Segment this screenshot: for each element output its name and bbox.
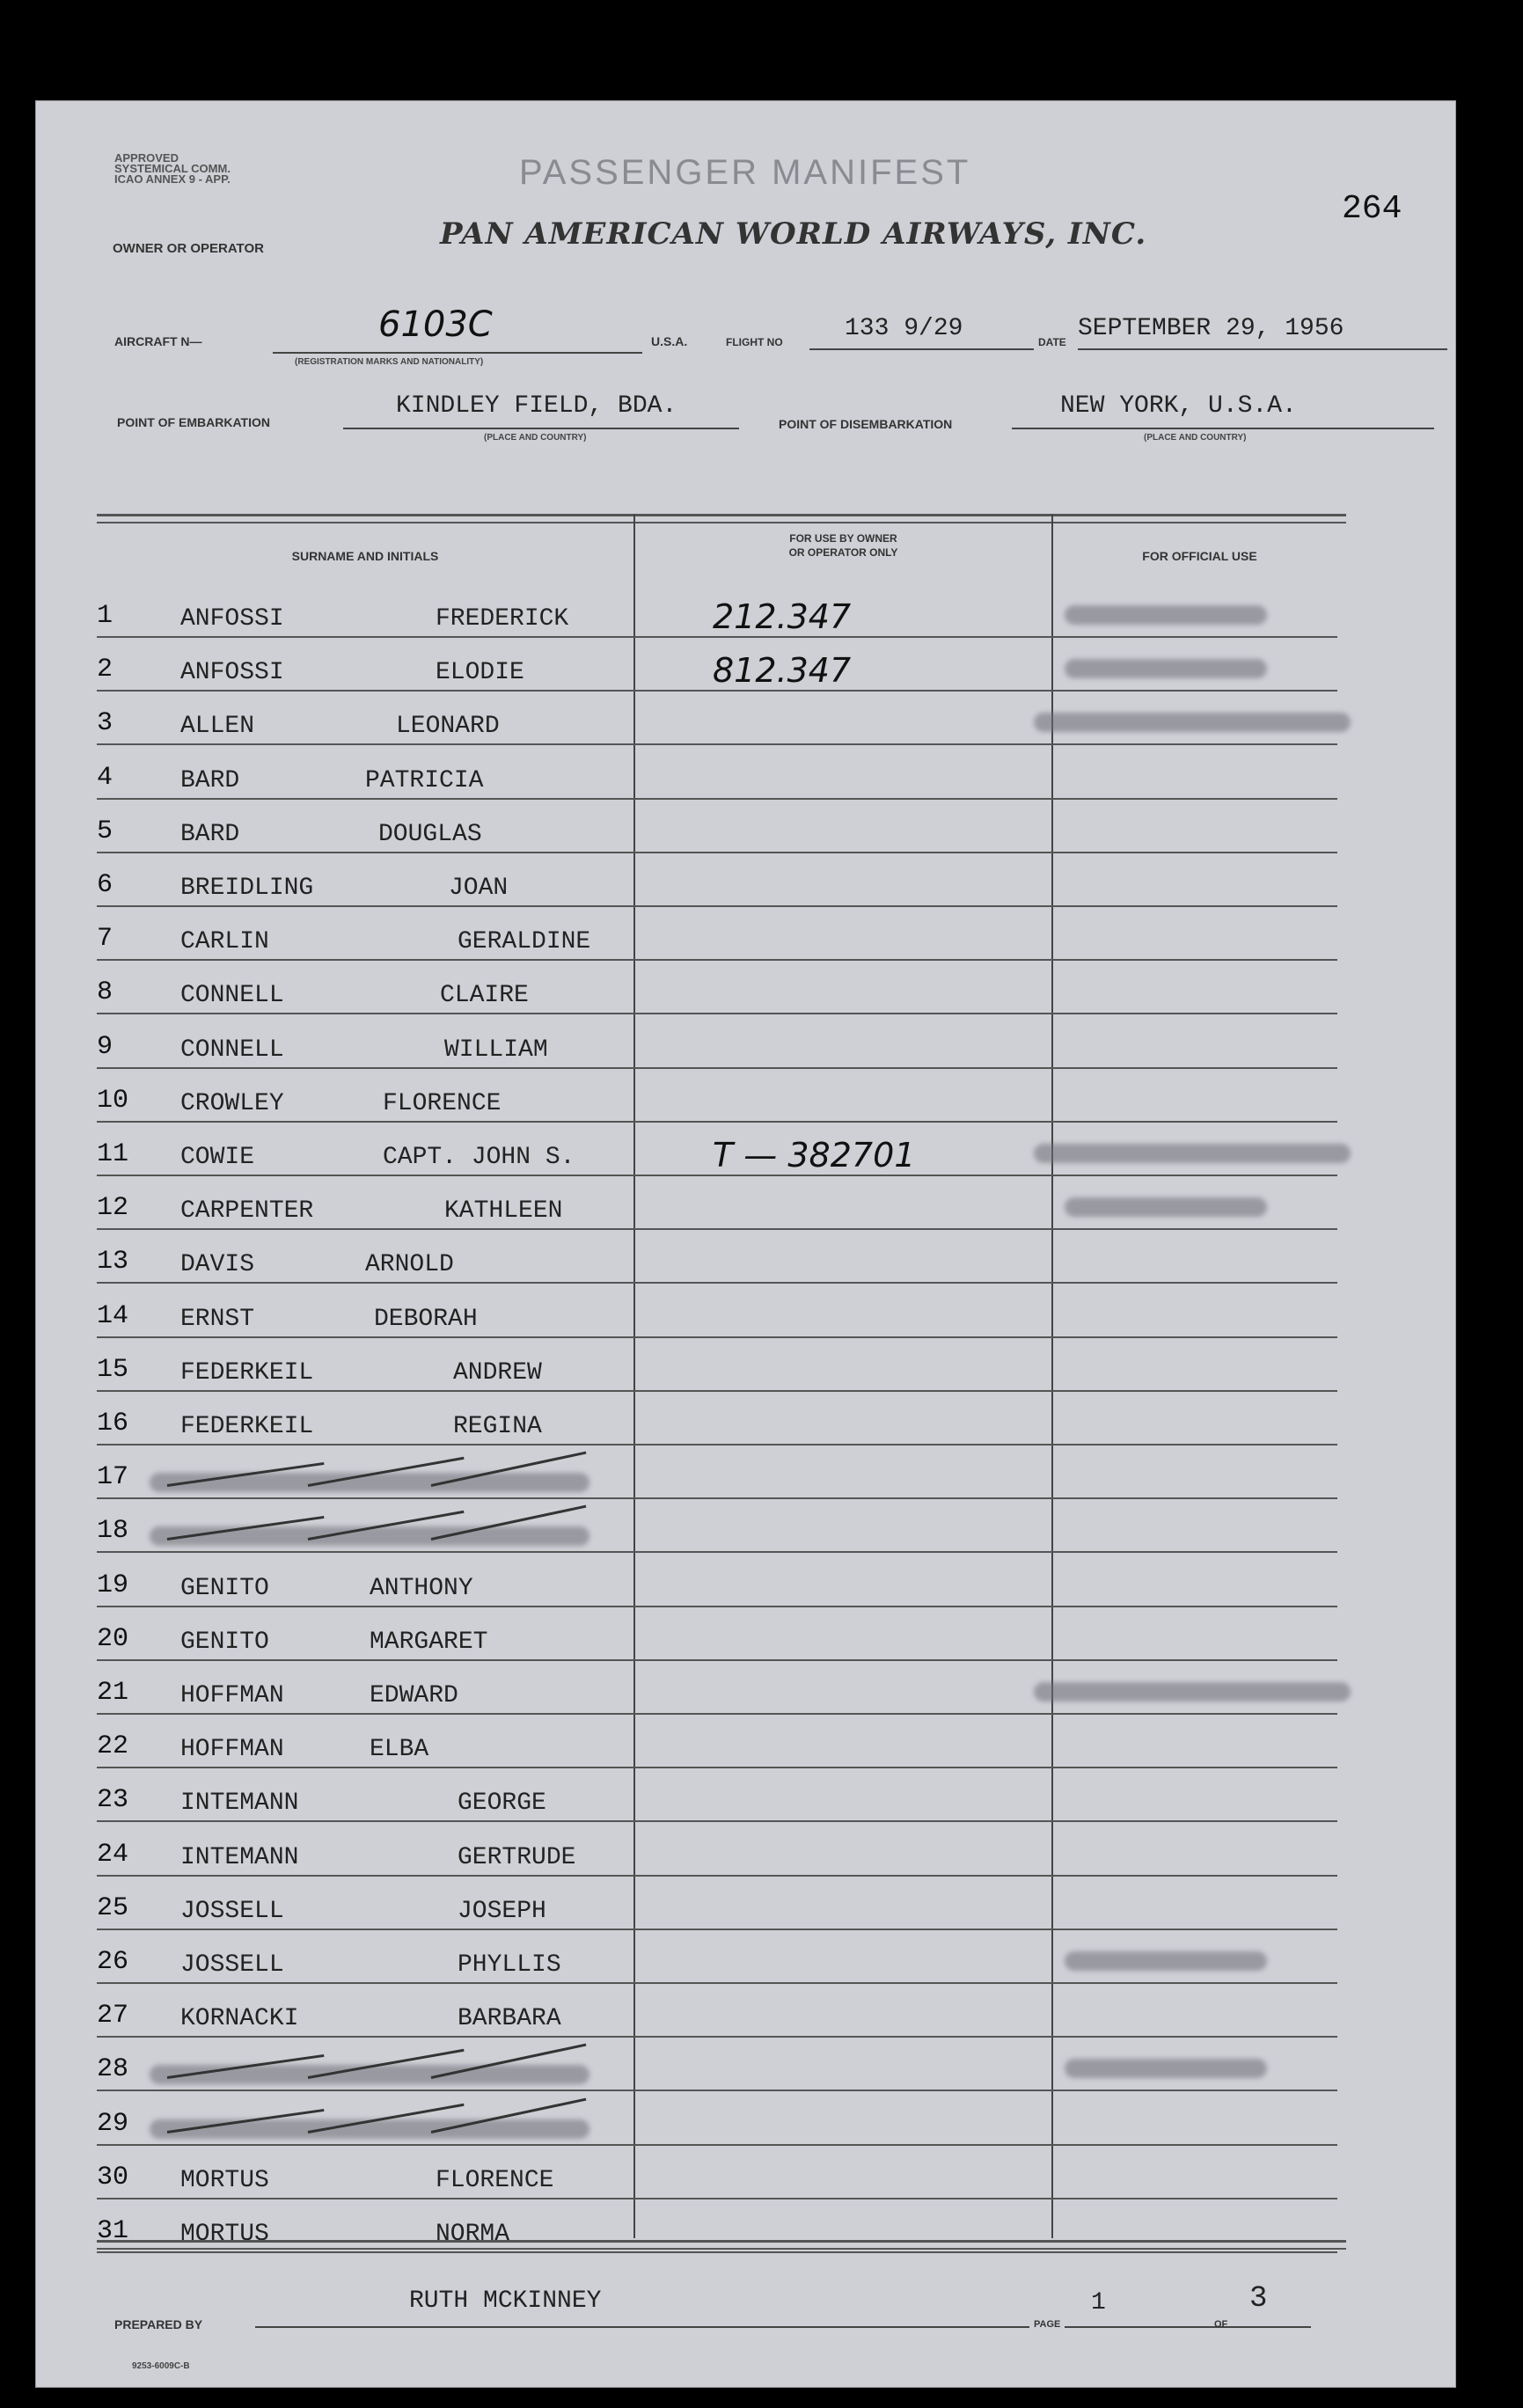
passenger-given-name: JOSEPH: [458, 1897, 546, 1925]
passenger-given-name: REGINA: [453, 1413, 542, 1440]
passenger-surname: FEDERKEIL: [180, 1358, 314, 1387]
of-underline: [1241, 2326, 1311, 2328]
row-number: 17: [97, 1462, 129, 1493]
passenger-surname: CONNELL: [180, 982, 284, 1010]
passenger-surname: JOSSELL: [180, 1951, 284, 1979]
passenger-given-name: KATHLEEN: [444, 1197, 563, 1226]
table-row: [97, 2092, 1346, 2146]
table-row: [97, 907, 1346, 961]
col-header-owner-line1: FOR USE BY OWNER: [789, 532, 897, 545]
table-row: [97, 1715, 1346, 1768]
of-label: OF: [1214, 2319, 1228, 2330]
table-row: [97, 1069, 1346, 1123]
table-row: [97, 1446, 1346, 1499]
passenger-given-name: FLORENCE: [383, 1089, 502, 1117]
row-number: 5: [97, 816, 113, 846]
passenger-given-name: MARGARET: [370, 1628, 488, 1656]
passenger-surname: GENITO: [180, 1574, 269, 1602]
row-rule: [97, 2251, 1337, 2253]
passenger-given-name: BARBARA: [458, 2005, 561, 2033]
passenger-given-name: DEBORAH: [374, 1305, 478, 1333]
table-row: [97, 1285, 1346, 1338]
passenger-given-name: ELBA: [370, 1736, 429, 1764]
embark-sub: (PLACE AND COUNTRY): [484, 433, 587, 443]
disembark-sub: (PLACE AND COUNTRY): [1144, 433, 1247, 443]
row-number: 22: [97, 1731, 129, 1762]
row-number: 15: [97, 1354, 129, 1385]
passenger-given-name: GEORGE: [458, 1790, 546, 1818]
official-use-smudge: [1034, 1144, 1351, 1163]
embark-underline: [343, 428, 739, 429]
row-number: 8: [97, 977, 113, 1008]
col-header-name: SURNAME AND INITIALS: [291, 549, 439, 563]
passenger-given-name: CLAIRE: [440, 982, 529, 1010]
passenger-surname: CARLIN: [180, 928, 269, 956]
passenger-surname: ANFOSSI: [180, 659, 284, 687]
passenger-given-name: PHYLLIS: [458, 1951, 561, 1979]
approval-line-2: SYSTEMICAL COMM.: [114, 162, 231, 175]
embark-value: KINDLEY FIELD, BDA.: [396, 392, 677, 420]
table-row: [97, 1823, 1346, 1877]
row-number: 14: [97, 1300, 129, 1331]
passenger-given-name: GERALDINE: [458, 928, 591, 956]
table-row: [97, 1015, 1346, 1069]
row-number: 13: [97, 1247, 129, 1277]
of-value: 3: [1249, 2282, 1268, 2316]
table-row: [97, 1338, 1346, 1392]
aircraft-underline: [273, 352, 642, 354]
passenger-given-name: JOAN: [449, 875, 509, 902]
row-number: 7: [97, 924, 113, 955]
passenger-table: [97, 514, 1346, 2273]
table-row: [97, 1877, 1346, 1930]
row-number: 23: [97, 1785, 129, 1816]
table-bottom-rule: [97, 2240, 1346, 2250]
aircraft-sub: (REGISTRATION MARKS AND NATIONALITY): [295, 357, 484, 367]
aircraft-label: AIRCRAFT N—: [114, 334, 202, 348]
date-value: SEPTEMBER 29, 1956: [1078, 315, 1344, 342]
table-row: [97, 1607, 1346, 1661]
passenger-given-name: LEONARD: [396, 713, 500, 741]
prepared-by-label: PREPARED BY: [114, 2317, 203, 2331]
row-number: 27: [97, 2001, 129, 2031]
passenger-surname: DAVIS: [180, 1251, 255, 1279]
passenger-surname: KORNACKI: [180, 2005, 299, 2033]
usa-label: U.S.A.: [651, 334, 688, 348]
prepared-underline: [255, 2326, 1029, 2328]
table-row: [97, 2146, 1346, 2199]
passenger-given-name: EDWARD: [370, 1682, 458, 1709]
operator-name: PAN AMERICAN WORLD AIRWAYS, INC.: [440, 216, 1147, 252]
row-number: 21: [97, 1678, 129, 1708]
row-number: 18: [97, 1516, 129, 1547]
passenger-surname: BREIDLING: [180, 875, 314, 902]
passenger-given-name: ANDREW: [453, 1358, 542, 1387]
official-use-smudge: [1065, 605, 1267, 625]
col-header-official: FOR OFFICIAL USE: [1142, 549, 1257, 563]
approval-line-3: ICAO ANNEX 9 - APP.: [114, 172, 231, 186]
passenger-surname: CARPENTER: [180, 1197, 314, 1226]
row-number: 9: [97, 1031, 113, 1062]
table-row: [97, 1984, 1346, 2038]
row-number: 12: [97, 1193, 129, 1224]
table-row: [97, 1230, 1346, 1284]
passenger-surname: CONNELL: [180, 1036, 284, 1064]
row-number: 2: [97, 655, 113, 685]
manifest-page: [35, 100, 1456, 2388]
passenger-given-name: WILLIAM: [444, 1036, 548, 1064]
passenger-surname: BARD: [180, 820, 240, 848]
passenger-surname: GENITO: [180, 1628, 269, 1656]
table-row: [97, 800, 1346, 853]
row-number: 29: [97, 2108, 129, 2139]
table-top-rule: [97, 514, 1346, 523]
passenger-surname: BARD: [180, 766, 240, 794]
operator-code: 812.347: [713, 651, 852, 691]
redaction-smudge: [150, 1526, 589, 1546]
official-use-smudge: [1034, 1682, 1351, 1702]
approval-stamp: [114, 153, 231, 185]
page-value: 1: [1091, 2289, 1106, 2317]
row-number: 19: [97, 1570, 129, 1600]
operator-code: 212.347: [713, 597, 852, 636]
row-number: 28: [97, 2054, 129, 2085]
prepared-by-value: RUTH MCKINNEY: [409, 2287, 602, 2315]
row-number: 30: [97, 2162, 129, 2192]
row-number: 4: [97, 762, 113, 793]
table-row: [97, 1768, 1346, 1822]
col-header-owner-line2: OR OPERATOR ONLY: [788, 546, 898, 559]
table-row: [97, 853, 1346, 907]
table-row: [97, 1392, 1346, 1446]
operator-code: T — 382701: [713, 1136, 916, 1175]
passenger-surname: ERNST: [180, 1305, 255, 1333]
passenger-given-name: GERTRUDE: [458, 1843, 576, 1871]
row-number: 20: [97, 1623, 129, 1654]
embark-label: POINT OF EMBARKATION: [117, 415, 270, 429]
official-use-smudge: [1065, 2059, 1267, 2078]
official-use-smudge: [1065, 1951, 1267, 1971]
disembark-value: NEW YORK, U.S.A.: [1060, 392, 1297, 420]
passenger-surname: JOSSELL: [180, 1897, 284, 1925]
row-number: 10: [97, 1085, 129, 1116]
passenger-surname: ALLEN: [180, 713, 255, 741]
date-label: DATE: [1038, 336, 1066, 348]
row-number: 31: [97, 2216, 129, 2246]
passenger-surname: FEDERKEIL: [180, 1413, 314, 1440]
official-use-smudge: [1065, 1197, 1267, 1217]
official-use-smudge: [1034, 713, 1351, 732]
page-number: 264: [1342, 190, 1402, 228]
row-number: 25: [97, 1892, 129, 1923]
row-number: 1: [97, 601, 113, 631]
row-number: 26: [97, 1947, 129, 1977]
row-number: 3: [97, 708, 113, 739]
date-underline: [1078, 348, 1447, 350]
row-number: 16: [97, 1409, 129, 1438]
disembark-underline: [1012, 428, 1434, 429]
passenger-given-name: CAPT. JOHN S.: [383, 1144, 575, 1171]
flight-value: 133 9/29: [845, 315, 963, 342]
aircraft-value: 6103C: [378, 304, 493, 345]
table-row: [97, 1554, 1346, 1607]
table-row: [97, 961, 1346, 1014]
disembark-label: POINT OF DISEMBARKATION: [779, 417, 953, 431]
flight-underline: [809, 348, 1034, 350]
passenger-given-name: ELODIE: [436, 659, 524, 687]
document-title: PASSENGER MANIFEST: [519, 153, 971, 192]
passenger-given-name: DOUGLAS: [378, 820, 482, 848]
row-number: 11: [97, 1139, 129, 1169]
passenger-surname: MORTUS: [180, 2221, 269, 2248]
col-header-owner: [635, 531, 1051, 560]
approval-line-1: APPROVED: [114, 151, 179, 165]
passenger-surname: INTEMANN: [180, 1843, 299, 1871]
passenger-surname: COWIE: [180, 1144, 255, 1171]
passenger-surname: CROWLEY: [180, 1089, 284, 1117]
passenger-given-name: ANTHONY: [370, 1574, 473, 1602]
owner-label: OWNER OR OPERATOR: [113, 241, 264, 256]
passenger-given-name: FREDERICK: [436, 605, 569, 633]
passenger-surname: ANFOSSI: [180, 605, 284, 633]
passenger-given-name: ARNOLD: [365, 1251, 454, 1279]
table-row: [97, 746, 1346, 800]
passenger-given-name: NORMA: [436, 2221, 510, 2248]
passenger-surname: HOFFMAN: [180, 1682, 284, 1709]
form-number: 9253-6009C-B: [132, 2361, 190, 2371]
flight-label: FLIGHT NO: [726, 336, 783, 348]
row-number: 24: [97, 1839, 129, 1870]
official-use-smudge: [1065, 659, 1267, 678]
passenger-given-name: FLORENCE: [436, 2166, 554, 2194]
row-number: 6: [97, 870, 113, 900]
passenger-surname: INTEMANN: [180, 1790, 299, 1818]
passenger-given-name: PATRICIA: [365, 766, 484, 794]
passenger-surname: MORTUS: [180, 2166, 269, 2194]
redaction-smudge: [150, 2065, 589, 2084]
page-label: PAGE: [1034, 2319, 1061, 2330]
passenger-surname: HOFFMAN: [180, 1736, 284, 1764]
table-row: [97, 1499, 1346, 1553]
